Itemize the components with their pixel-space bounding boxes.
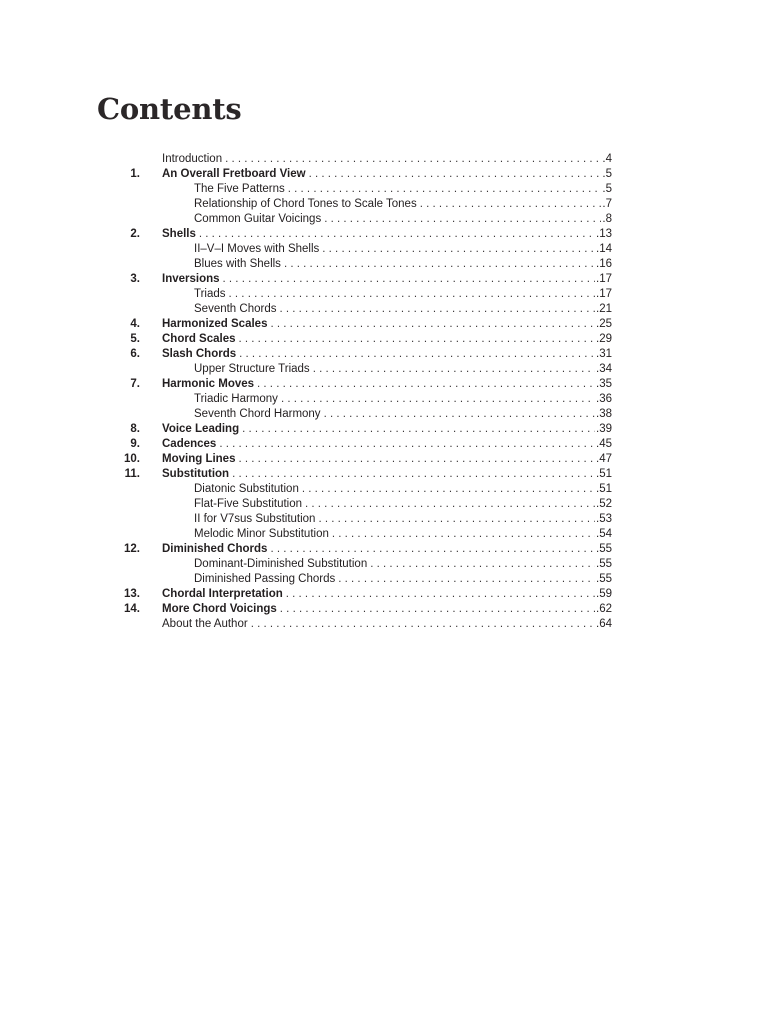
toc-entry-line xyxy=(194,257,612,272)
chapter-number: 8. xyxy=(130,423,140,435)
dot-leader xyxy=(239,332,596,347)
dot-leader xyxy=(257,377,595,392)
entry-title: Diminished Chords xyxy=(162,543,268,555)
dot-leader xyxy=(229,287,595,302)
toc-entry xyxy=(112,302,612,317)
dot-leader xyxy=(219,437,595,452)
dot-leader xyxy=(286,587,595,602)
toc-entry-line xyxy=(194,212,612,227)
toc-entry xyxy=(112,602,612,617)
toc-entry xyxy=(112,377,612,392)
toc-entry xyxy=(112,422,612,437)
page-number: .52 xyxy=(596,498,612,510)
entry-title: II for V7sus Substitution xyxy=(194,513,316,525)
toc-entry-line xyxy=(194,572,612,587)
dot-leader xyxy=(288,182,602,197)
entry-title: Cadences xyxy=(162,438,217,450)
chapter-number: 13. xyxy=(124,588,140,600)
entry-title: Melodic Minor Substitution xyxy=(194,528,329,540)
page-number: .36 xyxy=(596,393,612,405)
page-number: .62 xyxy=(596,603,612,615)
toc-entry-line xyxy=(162,227,612,242)
page-number: .5 xyxy=(602,168,612,180)
entry-title: Relationship of Chord Tones to Scale Tones xyxy=(194,198,417,210)
toc-entry xyxy=(112,392,612,407)
entry-title: Upper Structure Triads xyxy=(194,363,310,375)
dot-leader xyxy=(270,542,595,557)
dot-leader xyxy=(324,212,601,227)
entry-title: Triadic Harmony xyxy=(194,393,278,405)
dot-leader xyxy=(302,482,595,497)
toc-entry-line xyxy=(194,287,612,302)
page-title: Contents xyxy=(97,92,242,126)
toc-entry-line xyxy=(162,467,612,482)
page-number: .59 xyxy=(596,588,612,600)
toc-entry xyxy=(112,152,612,167)
entry-title: Chordal Interpretation xyxy=(162,588,283,600)
page-number: .55 xyxy=(596,543,612,555)
dot-leader xyxy=(281,392,595,407)
toc-entry xyxy=(112,542,612,557)
entry-title: Harmonic Moves xyxy=(162,378,255,390)
page-number: .53 xyxy=(596,513,612,525)
toc-entry xyxy=(112,437,612,452)
toc-entry xyxy=(112,347,612,362)
toc-entry xyxy=(112,167,612,182)
toc-entry-line xyxy=(194,302,612,317)
dot-leader xyxy=(242,422,595,437)
dot-leader xyxy=(279,302,595,317)
toc-entry-line xyxy=(162,587,612,602)
page-number: .13 xyxy=(596,228,612,240)
toc-entry xyxy=(112,587,612,602)
entry-title: Diminished Passing Chords xyxy=(194,573,336,585)
entry-title: Seventh Chord Harmony xyxy=(194,408,321,420)
dot-leader xyxy=(238,452,595,467)
chapter-number: 2. xyxy=(130,228,140,240)
toc-entry-line xyxy=(162,422,612,437)
entry-title: Shells xyxy=(162,228,196,240)
toc-entry-line xyxy=(162,347,612,362)
entry-title: Seventh Chords xyxy=(194,303,277,315)
toc-entry-line xyxy=(162,377,612,392)
toc-entry-line xyxy=(162,167,612,182)
entry-title: Diatonic Substitution xyxy=(194,483,299,495)
toc-entry-line xyxy=(162,437,612,452)
toc-entry xyxy=(112,572,612,587)
toc-entry-line xyxy=(194,392,612,407)
toc-entry xyxy=(112,557,612,572)
entry-title: Triads xyxy=(194,288,226,300)
toc-entry-line xyxy=(162,452,612,467)
page-number: .16 xyxy=(596,258,612,270)
chapter-number: 1. xyxy=(130,168,140,180)
toc-entry-line xyxy=(194,407,612,422)
page-number: .38 xyxy=(596,408,612,420)
toc-entry xyxy=(112,317,612,332)
page-number: .55 xyxy=(596,558,612,570)
dot-leader xyxy=(199,227,595,242)
toc-entry xyxy=(112,407,612,422)
toc-entry-line xyxy=(162,332,612,347)
entry-title: II–V–I Moves with Shells xyxy=(194,243,320,255)
toc-entry xyxy=(112,362,612,377)
entry-title: Harmonized Scales xyxy=(162,318,268,330)
page-number: .35 xyxy=(596,378,612,390)
chapter-number: 9. xyxy=(130,438,140,450)
dot-leader xyxy=(223,272,595,287)
toc-entry-line xyxy=(194,482,612,497)
chapter-number: 4. xyxy=(130,318,140,330)
toc-entry xyxy=(112,497,612,512)
dot-leader xyxy=(239,347,595,362)
toc-entry-line xyxy=(194,242,612,257)
page-number: .51 xyxy=(596,468,612,480)
page-number: .17 xyxy=(596,288,612,300)
dot-leader xyxy=(313,362,595,377)
toc-entry xyxy=(112,182,612,197)
dot-leader xyxy=(305,497,595,512)
toc-entry xyxy=(112,197,612,212)
dot-leader xyxy=(270,317,595,332)
dot-leader xyxy=(280,602,595,617)
dot-leader xyxy=(370,557,595,572)
page-number: .45 xyxy=(596,438,612,450)
page-number: .54 xyxy=(596,528,612,540)
chapter-number: 3. xyxy=(130,273,140,285)
page-number: .21 xyxy=(596,303,612,315)
dot-leader xyxy=(318,512,595,527)
dot-leader xyxy=(284,257,595,272)
dot-leader xyxy=(251,617,595,632)
chapter-number: 12. xyxy=(124,543,140,555)
page-number: .4 xyxy=(602,153,612,165)
entry-title: An Overall Fretboard View xyxy=(162,168,306,180)
toc-entry xyxy=(112,227,612,242)
dot-leader xyxy=(225,152,601,167)
toc-entry xyxy=(112,332,612,347)
toc-entry xyxy=(112,242,612,257)
page-number: .14 xyxy=(596,243,612,255)
toc-entry xyxy=(112,512,612,527)
entry-title: The Five Patterns xyxy=(194,183,285,195)
entry-title: Moving Lines xyxy=(162,453,236,465)
toc-entry xyxy=(112,482,612,497)
entry-title: Slash Chords xyxy=(162,348,237,360)
page-number: .34 xyxy=(596,363,612,375)
toc-entry xyxy=(112,287,612,302)
toc-entry xyxy=(112,527,612,542)
entry-title: About the Author xyxy=(162,618,248,630)
toc-entry xyxy=(112,617,612,632)
chapter-number: 6. xyxy=(130,348,140,360)
entry-title: Dominant-Diminished Substitution xyxy=(194,558,368,570)
toc-entry-line xyxy=(162,602,612,617)
chapter-number: 5. xyxy=(130,333,140,345)
toc-entry-line xyxy=(194,512,612,527)
dot-leader xyxy=(322,242,595,257)
toc-entry-line xyxy=(194,527,612,542)
page-number: .47 xyxy=(596,453,612,465)
page-number: .29 xyxy=(596,333,612,345)
page-number: .17 xyxy=(596,273,612,285)
toc-entry-line xyxy=(162,317,612,332)
toc-entry-line xyxy=(162,617,612,632)
toc-entry-line xyxy=(194,362,612,377)
toc-entry xyxy=(112,257,612,272)
toc-entry-line xyxy=(194,497,612,512)
dot-leader xyxy=(324,407,595,422)
entry-title: Flat-Five Substitution xyxy=(194,498,303,510)
chapter-number: 10. xyxy=(124,453,140,465)
page-number: .5 xyxy=(602,183,612,195)
entry-title: Substitution xyxy=(162,468,230,480)
chapter-number: 7. xyxy=(130,378,140,390)
toc-entry xyxy=(112,272,612,287)
page-number: .8 xyxy=(602,213,612,225)
entry-title: Inversions xyxy=(162,273,220,285)
page-number: .7 xyxy=(602,198,612,210)
entry-title: More Chord Voicings xyxy=(162,603,277,615)
table-of-contents xyxy=(112,152,612,632)
dot-leader xyxy=(420,197,602,212)
page-number: .51 xyxy=(596,483,612,495)
entry-title: Common Guitar Voicings xyxy=(194,213,322,225)
toc-entry-line xyxy=(162,152,612,167)
toc-entry-line xyxy=(162,542,612,557)
toc-entry-line xyxy=(194,557,612,572)
page-number: .55 xyxy=(596,573,612,585)
page-number: .39 xyxy=(596,423,612,435)
toc-entry-line xyxy=(194,182,612,197)
dot-leader xyxy=(232,467,595,482)
chapter-number: 14. xyxy=(124,603,140,615)
page-number: .25 xyxy=(596,318,612,330)
dot-leader xyxy=(338,572,595,587)
entry-title: Chord Scales xyxy=(162,333,236,345)
chapter-number: 11. xyxy=(124,468,140,480)
toc-entry-line xyxy=(194,197,612,212)
toc-entry xyxy=(112,452,612,467)
page-number: .31 xyxy=(596,348,612,360)
toc-entry xyxy=(112,212,612,227)
entry-title: Blues with Shells xyxy=(194,258,281,270)
dot-leader xyxy=(309,167,602,182)
dot-leader xyxy=(332,527,595,542)
page-number: .64 xyxy=(596,618,612,630)
entry-title: Introduction xyxy=(162,153,223,165)
entry-title: Voice Leading xyxy=(162,423,240,435)
toc-entry-line xyxy=(162,272,612,287)
toc-entry xyxy=(112,467,612,482)
